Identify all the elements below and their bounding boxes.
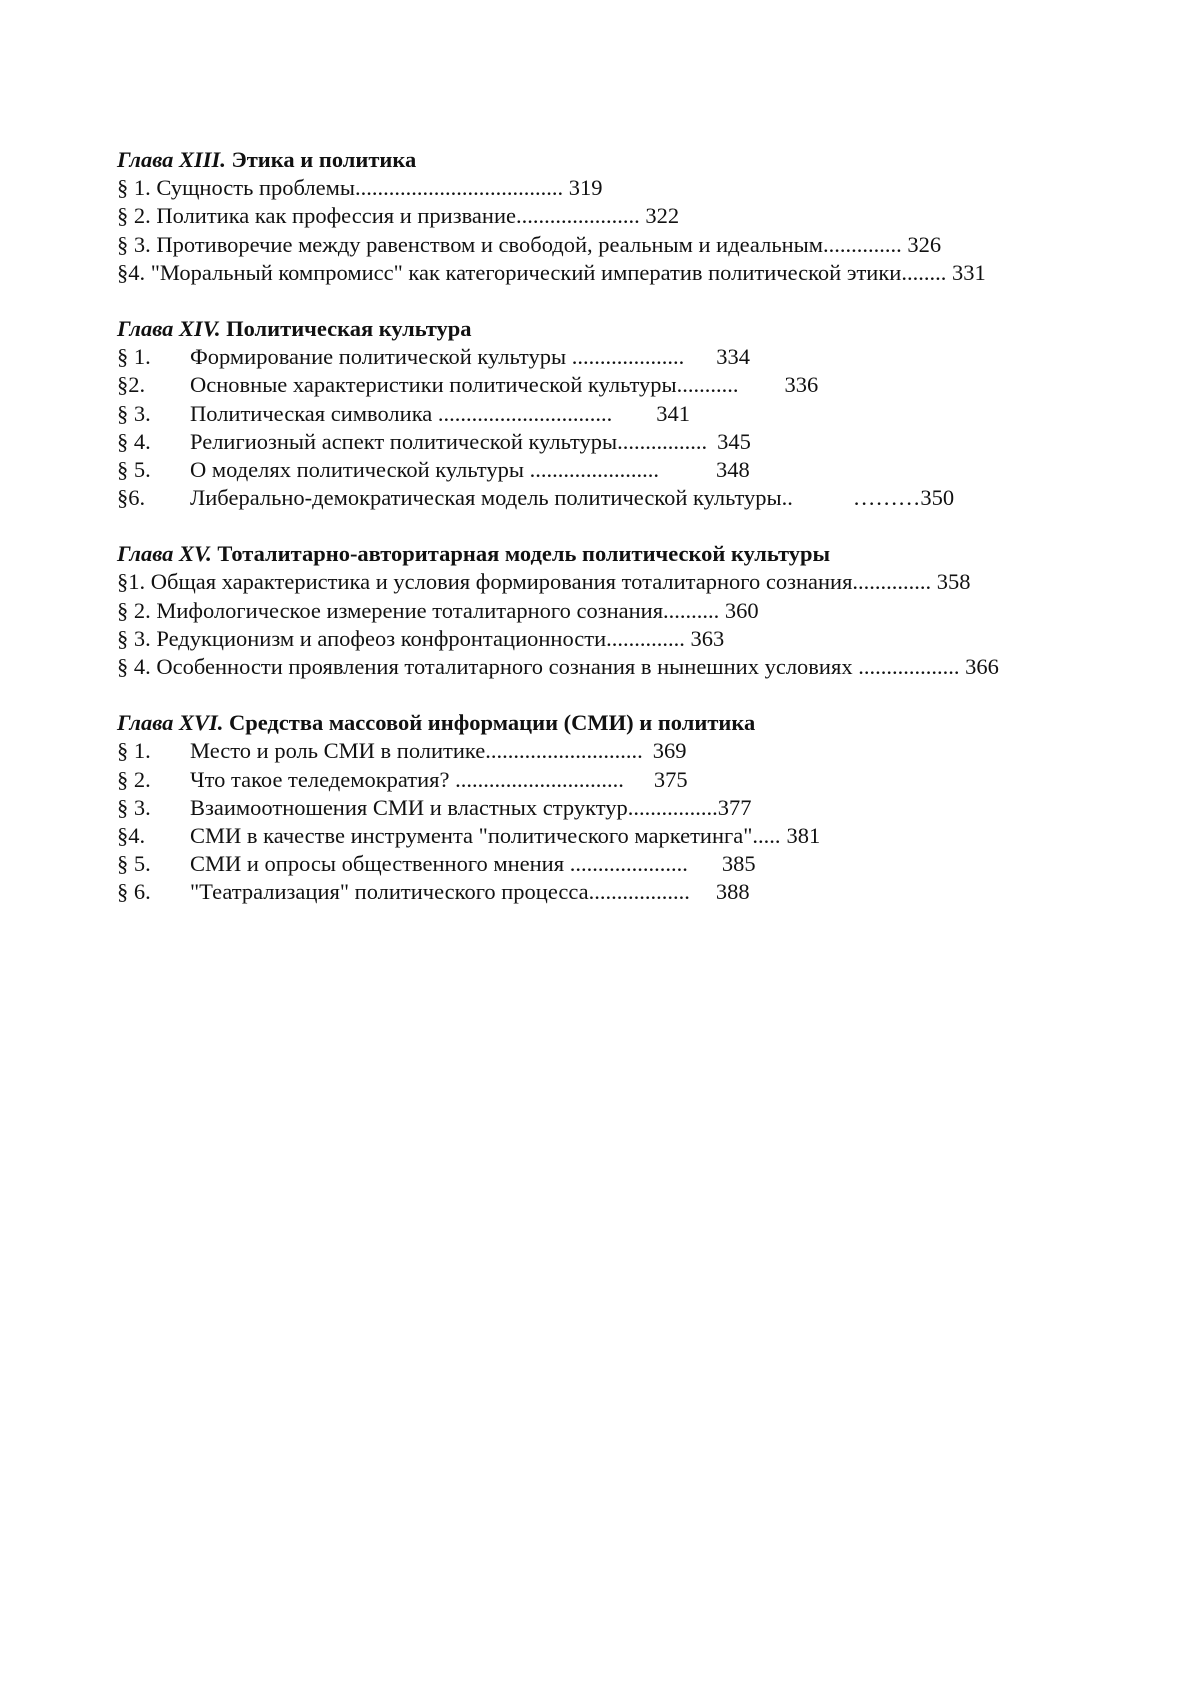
chapter-label: Глава XV. <box>117 541 212 567</box>
chapter-label: Глава XVI. <box>117 710 224 736</box>
toc-entry <box>117 737 1157 765</box>
section-number: § 1. <box>117 344 151 370</box>
chapters-list <box>117 146 1157 907</box>
chapter-section <box>117 540 1157 681</box>
toc-entry <box>117 428 1157 456</box>
section-title: Что такое теледемократия? .............................. <box>190 766 624 792</box>
toc-entry <box>117 653 1157 681</box>
page-number: 388 <box>715 879 750 905</box>
chapter-name: Тоталитарно-авторитарная модель политической культуры <box>217 541 831 567</box>
page-number: 375 <box>653 766 688 792</box>
chapter-label: Глава XIII. <box>117 147 226 172</box>
toc-entry <box>117 259 1157 287</box>
section-number: § 3. <box>117 794 151 820</box>
section-number: § 6. <box>117 879 151 905</box>
section-number: § 5. <box>117 851 151 877</box>
toc-entry <box>117 202 1157 230</box>
page-number: 377 <box>717 794 752 820</box>
toc-entry <box>117 822 1157 850</box>
chapter-name: Политическая культура <box>226 315 472 341</box>
section-title: "Театрализация" политического процесса.................. <box>190 879 690 905</box>
chapter-section <box>117 146 1157 287</box>
chapter-label: Глава XIV. <box>117 315 221 341</box>
section-line: §4. "Моральный компромисс" как категорический императив политической этики........ 331 <box>117 259 986 285</box>
chapter-section <box>117 709 1157 906</box>
section-line: § 2. Политика как профессия и призвание...................... 322 <box>117 203 680 229</box>
chapter-title <box>117 315 1157 343</box>
page-number: 385 <box>721 851 756 877</box>
section-line: § 3. Редукционизм и апофеоз конфронтационности.............. 363 <box>117 625 725 651</box>
chapter-title <box>117 540 1157 568</box>
toc-entry <box>117 766 1157 794</box>
section-title: Формирование политической культуры .................... <box>190 344 685 370</box>
page-number: 369 <box>652 738 687 764</box>
section-number: §2. <box>117 372 146 398</box>
section-number: § 5. <box>117 456 151 482</box>
page-number: 341 <box>656 400 691 426</box>
toc-entry <box>117 794 1157 822</box>
section-title: Политическая символика ............................... <box>190 400 613 426</box>
chapter-name: Средства массовой информации (СМИ) и политика <box>228 710 756 736</box>
page-number: 348 <box>715 456 750 482</box>
section-title: О моделях политической культуры ....................... <box>190 456 659 482</box>
section-line: § 2. Мифологическое измерение тоталитарного сознания.......... 360 <box>117 597 759 623</box>
section-number: §6. <box>117 485 146 511</box>
section-number: § 3. <box>117 400 151 426</box>
toc-entry <box>117 484 1157 512</box>
toc-entry <box>117 371 1157 399</box>
chapter-title <box>117 146 1157 174</box>
section-number: §4. <box>117 823 146 848</box>
section-number: § 1. <box>117 738 151 764</box>
chapter-name: Этика и политика <box>231 147 417 172</box>
toc-entry <box>117 400 1157 428</box>
section-title: Место и роль СМИ в политике............................ <box>190 738 643 764</box>
section-title: Взаимоотношения СМИ и властных структур................ <box>190 794 718 820</box>
page-number: 381 <box>786 823 821 848</box>
table-of-contents <box>117 146 1157 935</box>
section-line: § 4. Особенности проявления тоталитарного сознания в нынешних условиях .................. 366 <box>117 654 999 680</box>
chapter-section <box>117 315 1157 512</box>
chapter-title <box>117 709 1157 737</box>
toc-entry <box>117 456 1157 484</box>
toc-entry <box>117 850 1157 878</box>
section-title: СМИ в качестве инструмента "политического маркетинга"..... <box>190 823 781 848</box>
toc-entry <box>117 878 1157 906</box>
section-number: § 2. <box>117 766 151 792</box>
section-title: Религиозный аспект политической культуры................ <box>190 428 708 454</box>
section-title: Основные характеристики политической культуры........... <box>190 372 739 398</box>
toc-entry <box>117 174 1157 202</box>
toc-entry <box>117 568 1157 596</box>
toc-entry <box>117 231 1157 259</box>
section-number: § 4. <box>117 428 151 454</box>
section-line: §1. Общая характеристика и условия формирования тоталитарного сознания.............. 358 <box>117 569 971 595</box>
section-title: Либерально-демократическая модель политической культуры.. <box>190 485 793 511</box>
page-number: 345 <box>717 428 751 454</box>
page-number: 336 <box>784 372 819 398</box>
page-number: 334 <box>716 344 750 370</box>
toc-entry <box>117 625 1157 653</box>
section-line: § 1. Сущность проблемы..................................... 319 <box>117 175 603 201</box>
toc-entry <box>117 597 1157 625</box>
section-line: § 3. Противоречие между равенством и свободой, реальным и идеальным.............. 326 <box>117 231 942 257</box>
toc-entry <box>117 343 1157 371</box>
page-number: ………350 <box>852 485 955 511</box>
section-title: СМИ и опросы общественного мнения ..................... <box>190 851 688 877</box>
